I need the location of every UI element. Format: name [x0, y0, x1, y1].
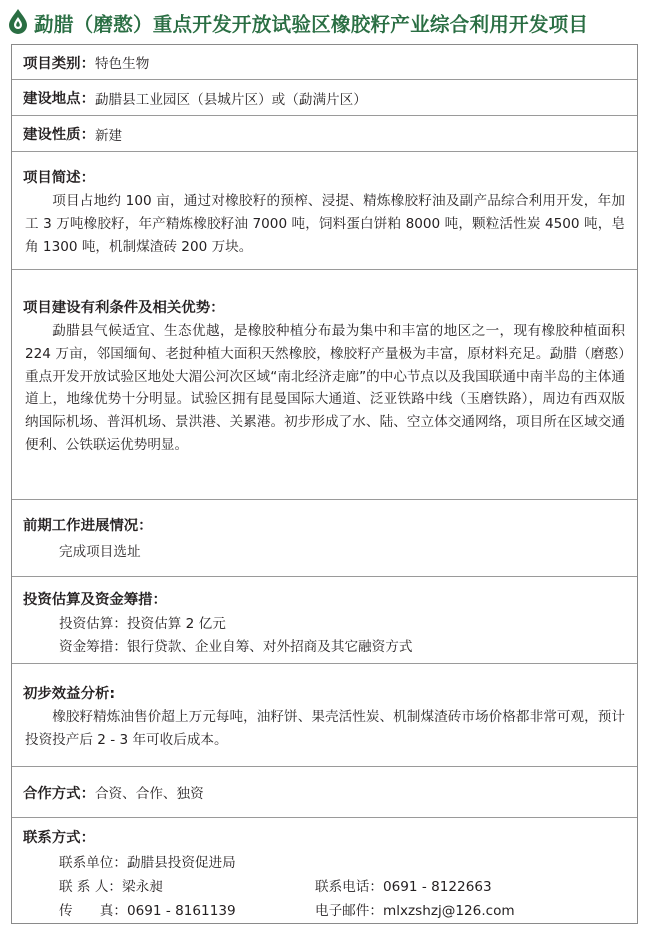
contact-email: 电子邮件：mlxzshzj@126.com [315, 903, 515, 919]
benefit-text: 橡胶籽精炼油售价超上万元每吨，油籽饼、果壳活性炭、机制煤渣砖市场价格都非常可观，预计投资投产后 2 - 3 年可收后成本。 [25, 709, 625, 748]
advantages-text: 勐腊县气候适宜、生态优越，是橡胶种植分布最为集中和丰富的地区之一，现有橡胶种植面积 224 万亩，邻国缅甸、老挝种植大面积天然橡胶，橡胶籽产量极为丰富，原材料充足。勐腊（磨憨）重点开发开放试验区地处大湄公河次区域“南北经济走廊”的中心节点以及我国联通中南半岛的主体通道上，地缘优势十分明显。试验区拥有昆曼国际大通道、泛亚铁路中线（玉磨铁路），周边有西双版纳国际机场、普洱机场、景洪港、关累港。初步形成了水、陆、空立体交通网络，项目所在区域交通便利、公铁联运优势明显。 [25, 323, 625, 453]
contact-person: 联 系 人：梁永昶 [59, 879, 163, 895]
location-value: 勐腊县工业园区（县城片区）或（勐满片区） [94, 91, 367, 108]
document-header [0, 0, 648, 42]
investment-estimate: 投资估算：投资估算 2 亿元 [59, 616, 226, 632]
contact-label: 联系方式： [23, 830, 95, 846]
summary-label: 项目简述： [23, 170, 95, 186]
row-investment [12, 577, 637, 664]
category-value: 特色生物 [94, 56, 150, 72]
nature-label: 建设性质： [23, 127, 95, 143]
project-info-table [11, 44, 638, 924]
location-label: 建设地点： [23, 91, 95, 107]
water-drop-logo-icon [6, 8, 30, 34]
contact-phone: 联系电话：0691 - 8122663 [315, 879, 492, 895]
row-progress [12, 500, 637, 577]
row-location [12, 80, 637, 116]
row-contact [12, 818, 637, 923]
row-summary [12, 152, 637, 270]
page-title: 勐腊（磨憨）重点开发开放试验区橡胶籽产业综合利用开发项目 [34, 13, 589, 36]
investment-label: 投资估算及资金筹措： [23, 592, 167, 608]
nature-value: 新建 [94, 127, 123, 144]
investment-funding: 资金筹措：银行贷款、企业自筹、对外招商及其它融资方式 [59, 639, 413, 655]
advantages-label: 项目建设有利条件及相关优势： [23, 300, 225, 316]
contact-fax: 传 真：0691 - 8161139 [59, 903, 236, 919]
summary-text: 项目占地约 100 亩，通过对橡胶籽的预榨、浸提、精炼橡胶籽油及副产品综合利用开发，年加工 3 万吨橡胶籽，年产精炼橡胶籽油 7000 吨，饲料蛋白饼粕 8000 吨，颗粒活性炭 4500 吨，皂角 1300 吨，机制煤渣砖 200 万块。 [25, 193, 625, 255]
progress-label: 前期工作进展情况： [23, 518, 153, 534]
row-benefit [12, 664, 637, 767]
cooperation-value: 合资、合作、独资 [94, 786, 204, 802]
cooperation-label: 合作方式： [23, 785, 95, 802]
contact-unit: 联系单位：勐腊县投资促进局 [59, 855, 236, 871]
benefit-label: 初步效益分析: [23, 686, 116, 702]
category-label: 项目类别： [23, 55, 95, 72]
row-advantages [12, 270, 637, 500]
row-category [12, 45, 637, 80]
row-nature [12, 116, 637, 152]
row-cooperation [12, 767, 637, 818]
progress-text: 完成项目选址 [59, 544, 141, 560]
